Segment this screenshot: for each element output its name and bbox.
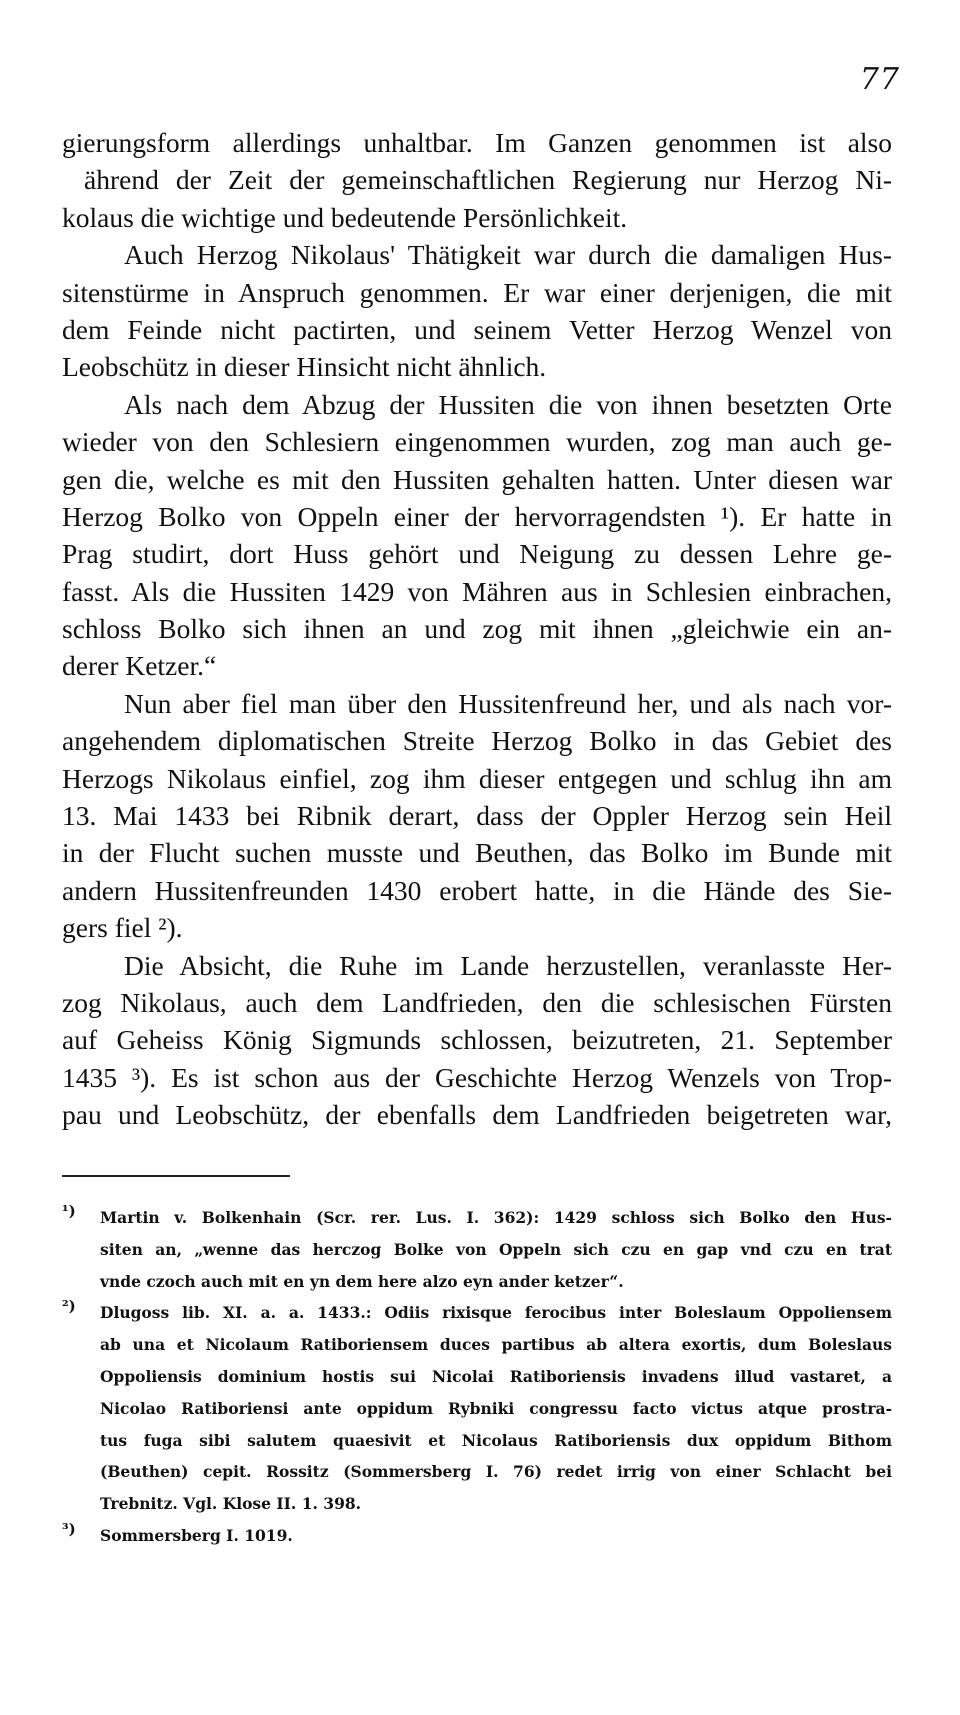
body-line: gen die, welche es mit den Hussiten gehalten hatten. Unter diesen war <box>62 463 892 495</box>
body-line: Als nach dem Abzug der Hussiten die von ihnen besetzten Orte <box>124 388 892 420</box>
body-line: ährend der Zeit der gemeinschaftlichen Regierung nur Herzog Ni- <box>84 164 892 196</box>
body-line: derer Ketzer.“ <box>62 650 217 682</box>
body-line: Leobschütz in dieser Hinsicht nicht ähnlich. <box>62 351 547 383</box>
footnote-line: Nicolao Ratiboriensi ante oppidum Rybniki congressu facto victus atque prostra- <box>100 1398 892 1418</box>
body-line: dem Feinde nicht pactirten, und seinem Vetter Herzog Wenzel von <box>62 313 892 345</box>
footnote-line: (Beuthen) cepit. Rossitz (Sommersberg I. 76) redet irrig von einer Schlacht bei <box>100 1462 892 1482</box>
footnote-1 <box>62 1202 892 1297</box>
footnote-2 <box>62 1297 892 1520</box>
body-line: gierungsform allerdings unhaltbar. Im Ganzen genommen ist also <box>62 127 892 158</box>
footnote-separator <box>62 1175 290 1177</box>
footnotes <box>62 1202 892 1552</box>
body-line: Prag studirt, dort Huss gehört und Neigung zu dessen Lehre ge- <box>62 538 892 570</box>
body-line: gers fiel ²). <box>62 912 183 944</box>
footnote-line: ab una et Nicolaum Ratiboriensem duces partibus ab altera exortis, dum Boleslaus <box>100 1335 892 1355</box>
body-line: Herzog Bolko von Oppeln einer der hervorragendsten ¹). Er hatte in <box>62 500 892 532</box>
footnote-line: vnde czoch auch mit en yn dem here alzo eyn ander ketzer“. <box>100 1271 624 1291</box>
body-line: zog Nikolaus, auch dem Landfrieden, den die schlesischen Fürsten <box>62 986 892 1018</box>
body-line: Nun aber fiel man über den Hussitenfreund her, und als nach vor- <box>124 687 892 719</box>
footnote-3 <box>62 1520 892 1552</box>
footnote-marker: ¹) <box>62 1202 76 1220</box>
body-line: angehendem diplomatischen Streite Herzog Bolko in das Gebiet des <box>62 725 892 757</box>
body-line: 13. Mai 1433 bei Ribnik derart, dass der Oppler Herzog sein Heil <box>62 800 892 832</box>
body-line: schloss Bolko sich ihnen an und zog mit ihnen „gleichwie ein an- <box>62 613 892 645</box>
body-text <box>62 124 892 1134</box>
footnote-line: Trebnitz. Vgl. Klose II. 1. 398. <box>100 1494 362 1514</box>
page-number: 77 <box>859 62 900 97</box>
body-line: andern Hussitenfreunden 1430 erobert hatte, in die Hände des Sie- <box>62 874 892 906</box>
body-line: Auch Herzog Nikolaus' Thätigkeit war durch die damaligen Hus- <box>124 239 892 271</box>
body-line: Die Absicht, die Ruhe im Lande herzustellen, veranlasste Her- <box>124 949 892 981</box>
footnote-line: Oppoliensis dominium hostis sui Nicolai Ratiboriensis invadens illud vastaret, a <box>100 1366 892 1386</box>
body-line: pau und Leobschütz, der ebenfalls dem Landfrieden beigetreten war, <box>62 1099 892 1131</box>
body-line: in der Flucht suchen musste und Beuthen, das Bolko im Bunde mit <box>62 837 892 869</box>
body-line: fasst. Als die Hussiten 1429 von Mähren aus in Schlesien einbrachen, <box>62 575 892 607</box>
footnote-line: Martin v. Bolkenhain (Scr. rer. Lus. I. 362): 1429 schloss sich Bolko den Hus- <box>100 1208 892 1227</box>
body-line: 1435 ³). Es ist schon aus der Geschichte Herzog Wenzels von Trop- <box>62 1061 892 1093</box>
footnote-marker: ³) <box>62 1519 76 1538</box>
body-line: kolaus die wichtige und bedeutende Persönlichkeit. <box>62 201 628 233</box>
footnote-line: siten an, „wenne das herczog Bolke von Oppeln sich czu en gap vnd czu en trat <box>100 1239 892 1259</box>
body-line: wieder von den Schlesiern eingenommen wurden, zog man auch ge- <box>62 426 892 458</box>
body-line: auf Geheiss König Sigmunds schlossen, beizutreten, 21. September <box>62 1024 892 1056</box>
footnote-line: Sommersberg I. 1019. <box>100 1525 293 1545</box>
footnote-line: tus fuga sibi salutem quaesivit et Nicolaus Ratiboriensis dux oppidum Bithom <box>100 1430 892 1450</box>
body-line: sitenstürme in Anspruch genommen. Er war einer derjenigen, die mit <box>62 276 892 308</box>
footnote-marker: ²) <box>62 1297 76 1316</box>
footnote-line: Dlugoss lib. XI. a. a. 1433.: Odiis rixisque ferocibus inter Boleslaum Oppoliensem <box>100 1303 892 1323</box>
body-line: Herzogs Nikolaus einfiel, zog ihm dieser entgegen und schlug ihn am <box>62 762 892 794</box>
